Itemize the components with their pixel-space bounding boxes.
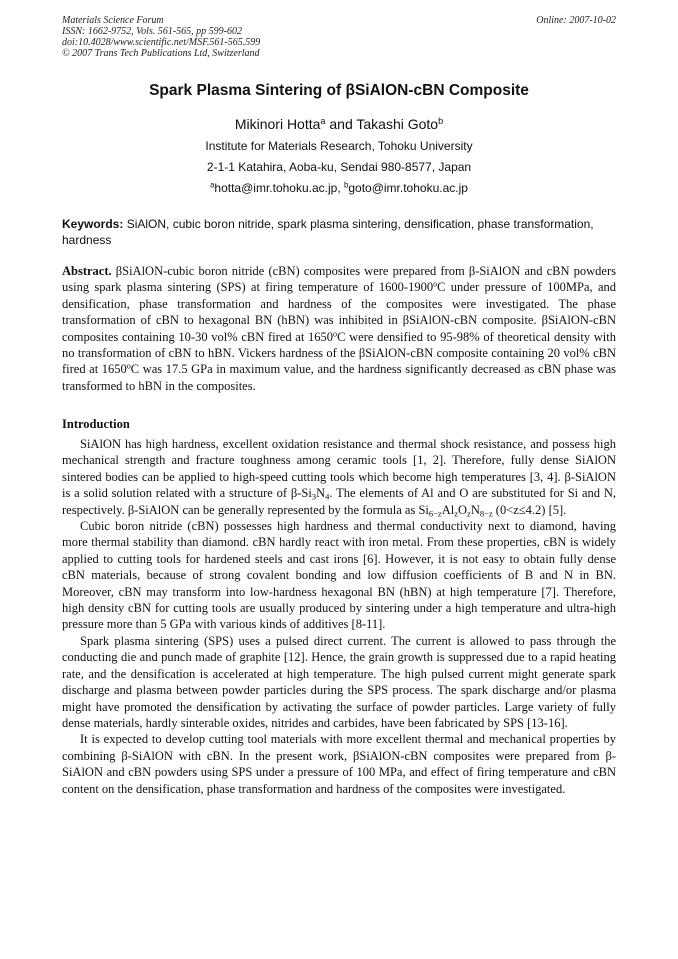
subscript: 8−z: [479, 508, 493, 519]
author-name: Mikinori Hotta: [234, 116, 321, 132]
abstract-text: C was 17.5 GPa in maximum value, and the hardness significantly decreased as cBN phase was transformed to hBN in the composites.: [62, 362, 616, 393]
email-address: hotta@imr.tohoku.ac.jp,: [214, 181, 344, 195]
journal-doi: doi:10.4028/www.scientific.net/MSF.561-565.599: [62, 37, 261, 48]
online-date: Online: 2007-10-02: [536, 15, 616, 26]
abstract-text: C were densified to 95-98% of theoretical density with no transformation of cBN to hBN. Vickers hardness of the βSiAlON-cBN composite containing 20 vol% cBN fired at 1650: [62, 329, 616, 377]
paragraph-text: N: [470, 502, 480, 517]
author-name: Takashi Goto: [356, 116, 439, 132]
author-superscript: b: [438, 116, 444, 126]
paragraph-text: (0<z≤4.2) [5].: [492, 502, 567, 517]
affiliation-address: 2-1-1 Katahira, Aoba-ku, Sendai 980-8577, Japan: [206, 160, 472, 174]
subscript: 6−z: [428, 508, 442, 519]
abstract-text: βSiAlON-cubic boron nitride (cBN) composites were prepared from β-SiAlON and cBN powders using spark plasma sintering (SPS) at firing temperature of 1600-1900: [62, 264, 616, 295]
paper-title: Spark Plasma Sintering of βSiAlON-cBN Composite: [149, 82, 529, 99]
keywords: [62, 217, 616, 248]
paragraph-text: Al: [441, 502, 455, 517]
journal-issn: ISSN: 1662-9752, Vols. 561-565, pp 599-602: [62, 26, 242, 37]
journal-copyright: © 2007 Trans Tech Publications Ltd, Switzerland: [62, 48, 260, 59]
paragraph: It is expected to develop cutting tool materials with more excellent thermal and mechanical properties by combining β-SiAlON with cBN. In the present work, βSiAlON-cBN composites were prepared from β-SiAlON and cBN powders using SPS under a pressure of 100 MPa, and effect of firing temperature and cBN content on the densification, phase transformation and hardness of the composites were investigated.: [62, 732, 616, 796]
paragraph-text: SiAlON has high hardness, excellent oxidation resistance and thermal shock resistance, and possess high mechanical strength and fracture toughness among ceramic tools [1, 2]. Therefore, fully dense SiAlON sintered bodies can be applied to high-speed cutting tools which become high temperatures [3, 4]. β-SiAlON is a solid solution related with a structure of β-Si: [62, 437, 616, 501]
author-separator: and: [325, 116, 357, 132]
degree-superscript: o: [433, 279, 438, 289]
degree-superscript: o: [126, 361, 131, 371]
introduction-body: [62, 436, 616, 797]
subscript: 4: [325, 491, 330, 502]
paragraph: Spark plasma sintering (SPS) uses a pulsed direct current. The current is allowed to pass through the conducting die and punch made of graphite [12]. Hence, the grain growth is suppressed due to a rapid heating rate, and the densification is accelerated at high temperature. The high pulsed current might generate spark discharge and plasma between powder particles during the SPS process. The spark discharge and/or plasma might have promoted the densification by activating the surface of powder particles. Large variety of fully dense materials, hardly sinterable oxides, nitrides and carbides, have been fabricated by SPS [13-16].: [62, 633, 616, 730]
email-superscript: a: [210, 180, 215, 190]
degree-superscript: o: [333, 329, 338, 339]
affiliation-institute: Institute for Materials Research, Tohoku University: [205, 139, 473, 153]
section-heading-introduction: Introduction: [62, 417, 130, 431]
email-superscript: b: [344, 180, 349, 190]
abstract-label: Abstract.: [62, 264, 112, 278]
subscript: z: [467, 508, 471, 519]
email-address: goto@imr.tohoku.ac.jp: [348, 181, 468, 195]
paragraph: Cubic boron nitride (cBN) possesses high hardness and thermal conductivity next to diamond, having more thermal stability than diamond. cBN hardly react with iron metal. From these properties, cBN is widely applied to cutting tools for hardened steels and cast irons [6]. However, it is not easy to obtain fully dense cBN materials, because of strong covalent bonding and low diffusion coefficients of B and N in BN. Moreover, cBN may transform into low-hardness hexagonal BN (hBN) at high temperature [7]. Therefore, high density cBN for cutting tools are usually produced by sintering under a high temperature and ultra-high pressure more than 5 GPa with various kinds of additives [8-11].: [62, 519, 616, 632]
abstract: [62, 263, 616, 394]
abstract-text: C under pressure of 100MPa, and densification, phase transformation and hardness of the composites were investigated. The phase transformation of cBN to hexagonal BN (hBN) was inhibited in βSiAlON-cBN composite. βSiAlON-cBN composites containing 10-30 vol% cBN fired at 1650: [62, 280, 616, 344]
journal-name: Materials Science Forum: [62, 15, 164, 26]
author-emails: [62, 181, 616, 196]
author-line: [62, 115, 616, 133]
paragraph-text: . The elements of Al and O are substituted for Si and N, respectively. β-SiAlON can be generally represented by the formula as Si: [62, 486, 616, 517]
subscript: z: [454, 508, 458, 519]
paragraph-text: O: [458, 502, 468, 517]
journal-header: [62, 15, 462, 59]
paragraph-text: N: [316, 486, 326, 501]
keywords-text: SiAlON, cubic boron nitride, spark plasma sintering, densification, phase transformation, hardness: [62, 217, 594, 247]
subscript: 3: [311, 491, 317, 502]
paragraph: [62, 436, 616, 518]
keywords-label: Keywords:: [62, 217, 124, 231]
author-superscript: a: [320, 116, 326, 126]
